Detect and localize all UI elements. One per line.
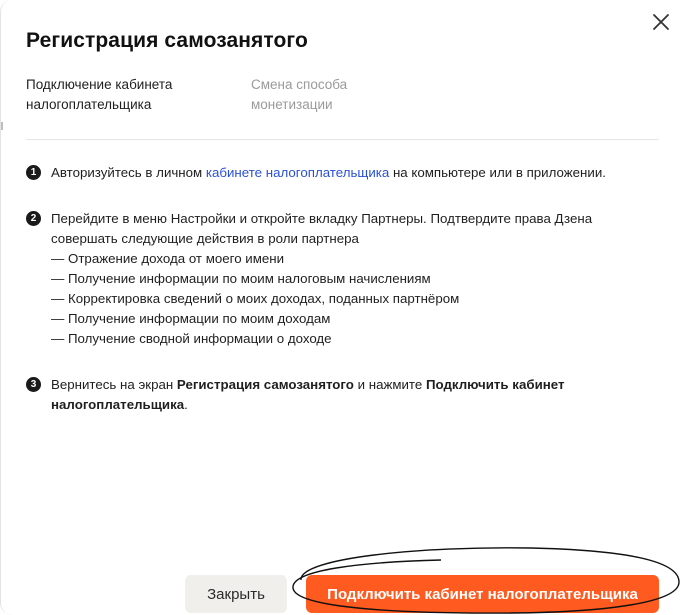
- right-item: — Отражение дохода от моего имени: [51, 251, 285, 266]
- step-number-1: 1: [26, 165, 41, 180]
- instruction-step-3: [26, 375, 646, 415]
- connect-cabinet-button[interactable]: Подключить кабинет налогоплательщика: [306, 575, 659, 613]
- step-3-bold-screen: Регистрация самозанятого: [176, 377, 354, 392]
- edge-mark: [1, 122, 3, 130]
- step-number-2: 2: [26, 211, 41, 226]
- close-button[interactable]: [647, 8, 675, 36]
- step-2-intro: Перейдите в меню Настройки и откройте вкладку Партнеры. Подтвердите права Дзена совершать следующие действия в роли партнера: [51, 211, 593, 246]
- step-number-3: 3: [26, 377, 41, 392]
- step-3-bold-action: Подключить кабинет налогоплательщика: [51, 377, 565, 412]
- step-3-text-after: .: [184, 397, 188, 412]
- taxpayer-cabinet-link[interactable]: кабинете налогоплательщика: [205, 165, 390, 180]
- instruction-step-2: [26, 209, 646, 349]
- step-1-text-after: на компьютере или в приложении.: [389, 165, 606, 180]
- close-dialog-button[interactable]: Закрыть: [185, 575, 287, 613]
- right-item: — Корректировка сведений о моих доходах, поданных партнёром: [51, 291, 460, 306]
- right-item: — Получение информации по моим доходам: [51, 311, 331, 326]
- step-change-monetization: Смена способа монетизации: [251, 77, 348, 112]
- close-icon: [652, 13, 670, 31]
- instruction-step-1: [26, 163, 646, 183]
- dialog-title: Регистрация самозанятого: [26, 29, 308, 52]
- step-3-text-middle: и нажмите: [353, 377, 426, 392]
- step-indicator: [26, 75, 659, 140]
- instructions-list: [26, 163, 646, 415]
- right-item: — Получение информации по моим налоговым начислениям: [51, 271, 431, 286]
- step-1-text-before: Авторизуйтесь в личном: [51, 165, 206, 180]
- step-connect-cabinet: Подключение кабинета налогоплательщика: [26, 77, 173, 112]
- right-item: — Получение сводной информации о доходе: [51, 331, 332, 346]
- step-3-text-before: Вернитесь на экран: [51, 377, 177, 392]
